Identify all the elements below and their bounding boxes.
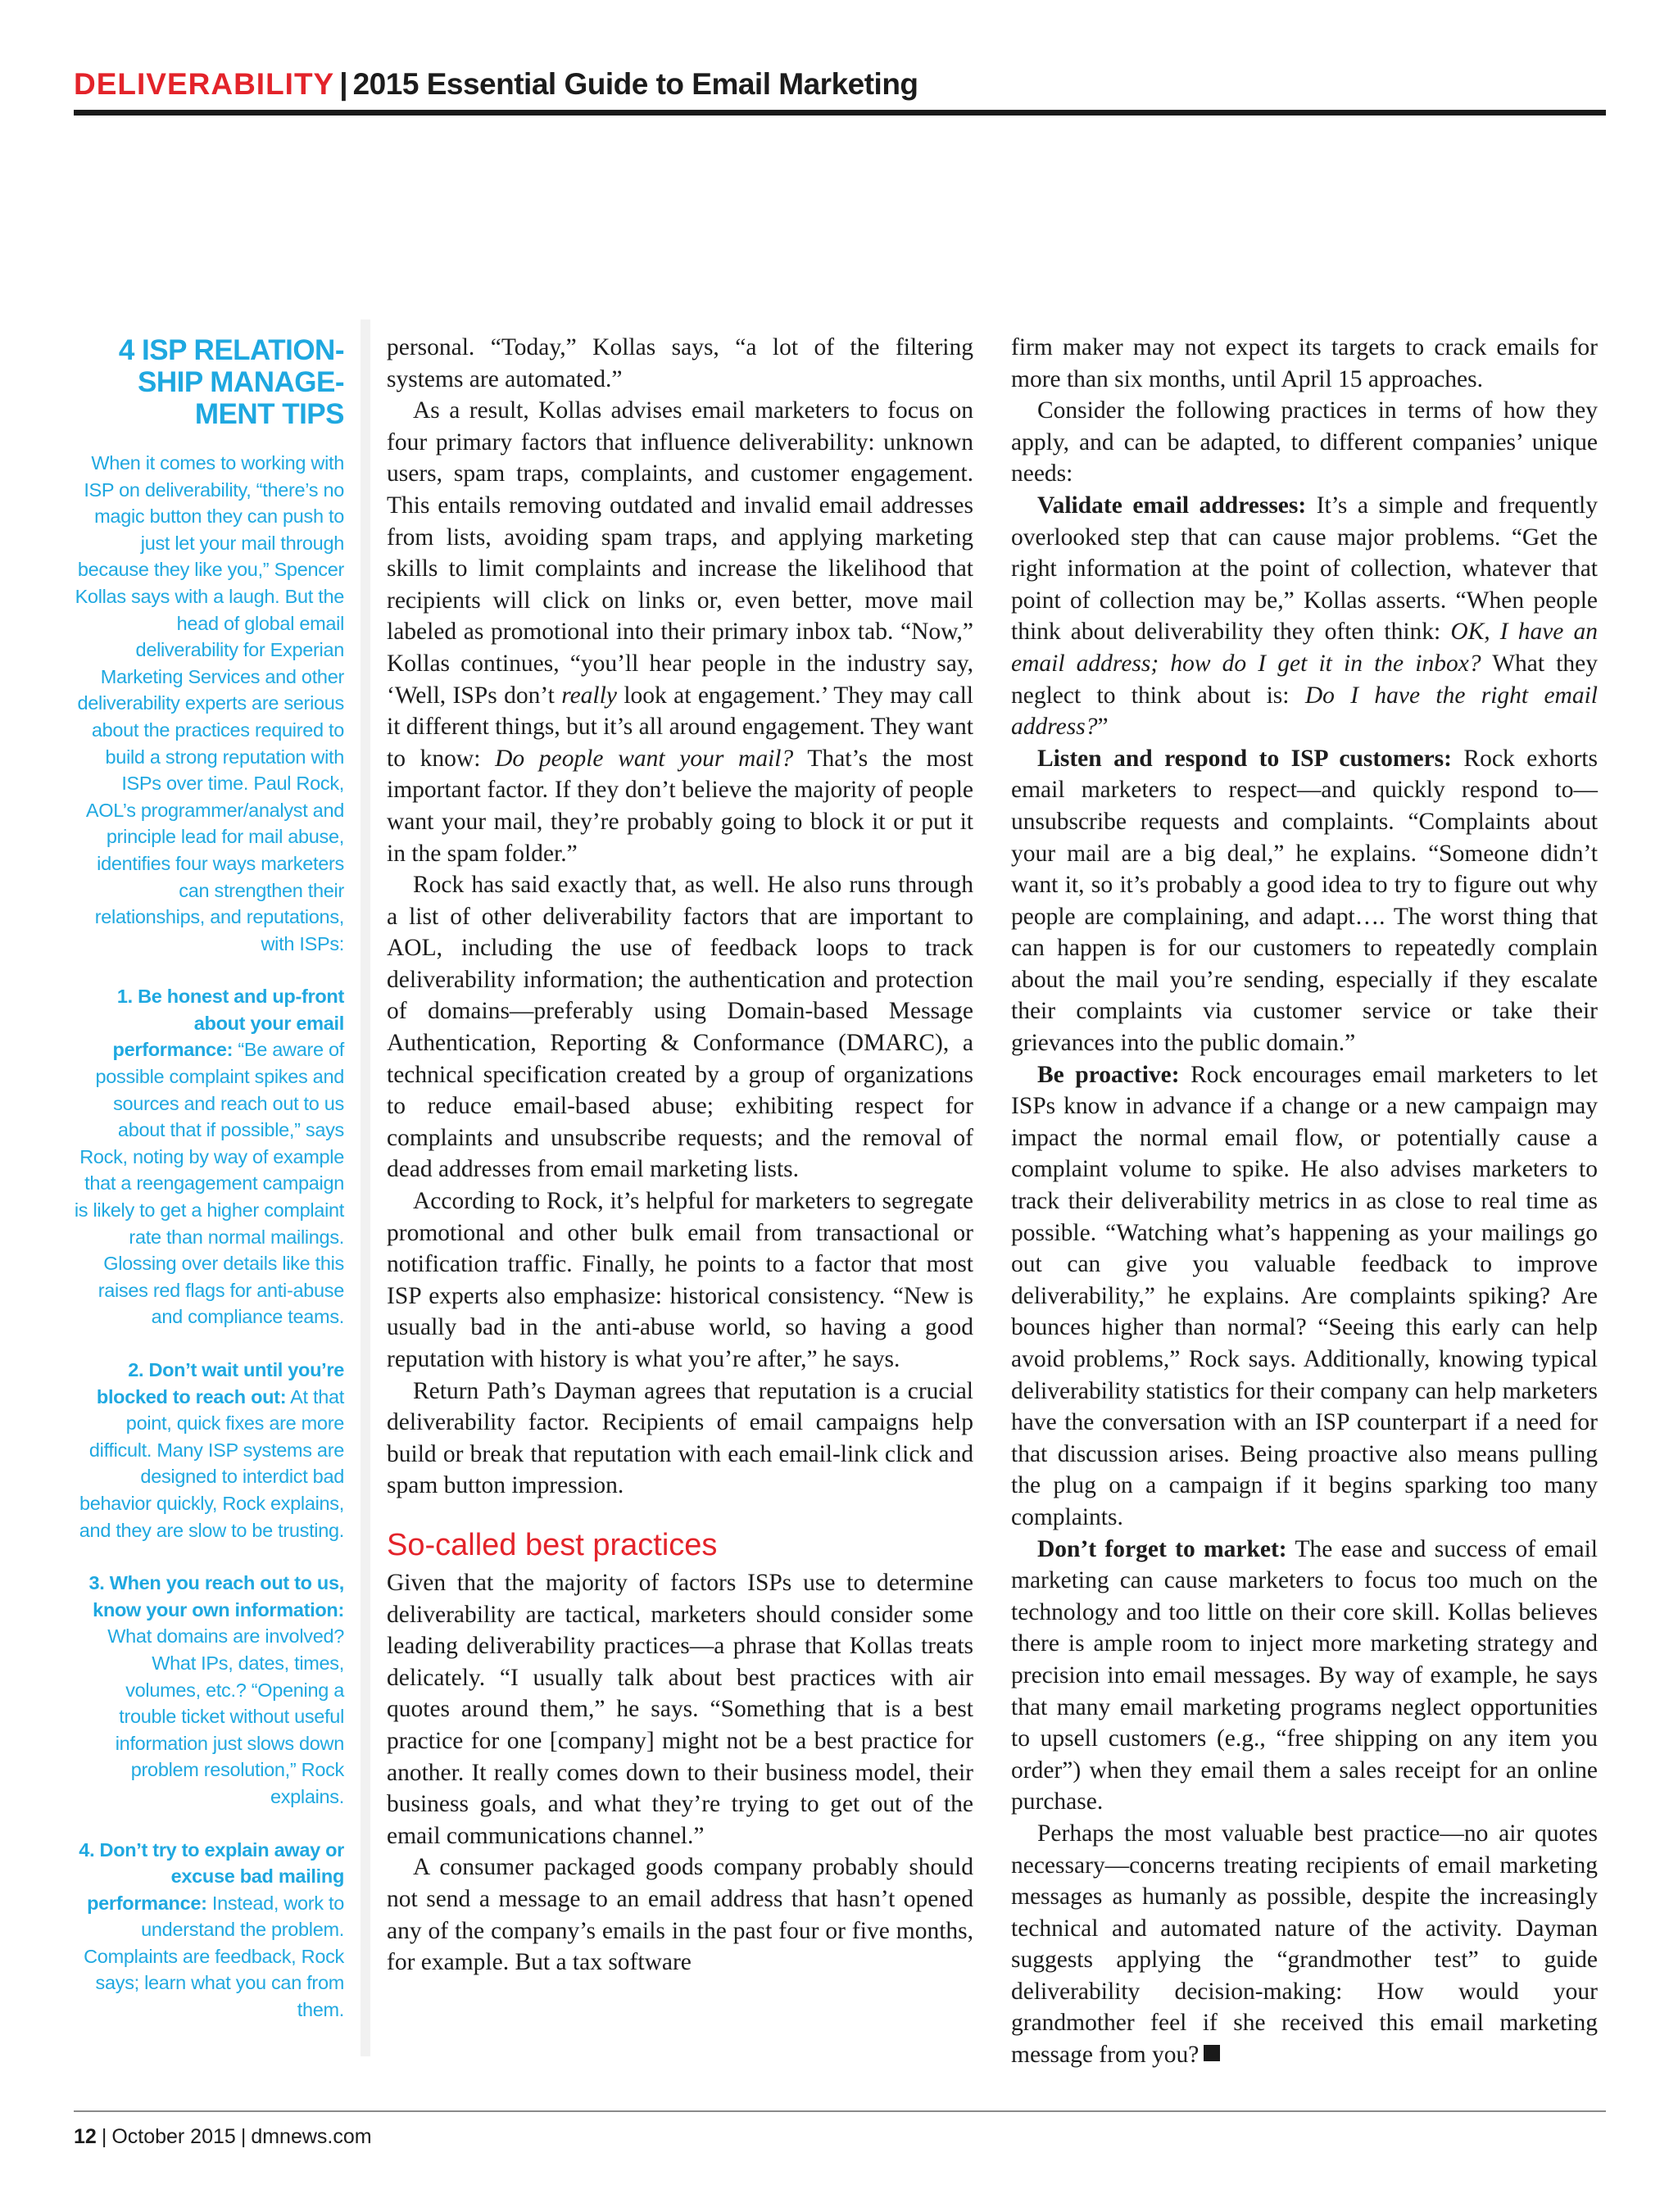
paragraph: Perhaps the most valuable best practice—no air quotes necessary—concerns treating recipients of email marketing messages as humanly as possible, despite the increasingly technical and automated nature of the activity. Dayman suggests applying the “grandmother test” to guide deliverability decision-making: How would your grandmother feel if she received this email marketing message from you? bbox=[1011, 1820, 1598, 2069]
page-header bbox=[74, 59, 1606, 110]
sidebar-intro: When it comes to working with ISP on deliverability, “there’s no magic button they can push to just let your mail through because they like you,” Spencer Kollas says with a laugh. But the head of global email deliverability for Experian Marketing Services and other deliverability experts are serious about the practices required to build a strong reputation with ISPs over time. Paul Rock, AOL’s programmer/analyst and principle lead for mail abuse, identifies four ways marketers can strengthen their relationships, and reputations, with ISPs: bbox=[75, 452, 344, 954]
page-number: 12 bbox=[74, 2125, 97, 2148]
sidebar-divider bbox=[361, 320, 370, 2056]
article-column-1 bbox=[387, 332, 973, 1979]
paragraph: Don’t forget to market: The ease and success of email marketing can cause marketers to focus too much on the technology and too little on their core skill. Kollas believes there is ample room to inject more marketing strategy and precision into email messages. By way of example, he says that many email marketing programs neglect opportunities to upsell customers (e.g., “free shipping on any item you order”) when they email them a sales receipt for an online purchase. bbox=[1011, 1535, 1598, 1815]
sidebar-title: 4 ISP RELATION-SHIP MANAGE-MENT TIPS bbox=[118, 334, 344, 430]
end-mark-icon bbox=[1204, 2045, 1220, 2061]
paragraph: Consider the following practices in terms of how they apply, and can be adapted, to different companies’ unique needs: bbox=[1011, 397, 1598, 487]
section-label: DELIVERABILITY bbox=[74, 67, 335, 101]
footer-rule bbox=[74, 2110, 1606, 2112]
tip-lead: 1. Be honest and up-front about your email performance: bbox=[112, 986, 344, 1061]
tip-lead: 4. Don’t try to explain away or excuse bad mailing performance: bbox=[79, 1838, 344, 1914]
paragraph: Validate email addresses: It’s a simple and frequently overlooked step that can cause major problems. “Get the right information at the point of collection, whatever that point of collection may be,” Kollas asserts. “When people think about deliverability they often think: OK, I have an email address; how do I get it in the inbox? What they neglect to think about is: Do I have the right email address?” bbox=[1011, 492, 1599, 741]
paragraph: Return Path’s Dayman agrees that reputation is a crucial deliverability factor. Recipients of email campaigns help build or break that reputation with each email-link click and spam button impression. bbox=[387, 1377, 973, 1499]
website: dmnews.com bbox=[251, 2125, 372, 2148]
section-subheading: So-called best practices bbox=[387, 1527, 718, 1562]
paragraph: Be proactive: Rock encourages email marketers to let ISPs know in advance if a change or a new campaign may impact the normal email flow, or potentially cause a complaint volume to spike. He also advises marketers to track their deliverability metrics in as close to real time as possible. “Watching what’s happening as your mailings go out can give you valuable feedback to improve deliverability,” he explains. Are complaints spiking? Are bounces higher than normal? “Seeing this early can help avoid problems,” Rock says. Additionally, knowing typical deliverability statistics for their company can help marketers have the conversation with an ISP counterpart if a need for that discussion arises. Being proactive also means pulling the plug on a campaign if it begins sparking too many complaints. bbox=[1011, 1061, 1598, 1530]
tip-4 bbox=[74, 1837, 344, 2024]
tip-lead: 3. When you reach out to us, know your own information: bbox=[88, 1572, 344, 1620]
paragraph: Given that the majority of factors ISPs use to determine deliverability are tactical, marketers should consider some leading deliverability practices—a phrase that Kollas treats delicately. “I usually talk about best practices with air quotes around them,” he says. “Something that is a best practice for one [company] might not be a best practice for another. It really comes down to their business model, their business goals, and what they’re trying to get out of the email communications channel.” bbox=[387, 1569, 973, 1849]
tips-sidebar bbox=[74, 334, 344, 2050]
tip-lead: 2. Don’t wait until you’re blocked to reach out: bbox=[96, 1359, 344, 1407]
article-column-2 bbox=[1011, 332, 1598, 2071]
issue-date: October 2015 bbox=[111, 2125, 236, 2148]
tip-text: “Be aware of possible complaint spikes and sources and reach out to us about that if possible,” says Rock, noting by way of example that a reengagement campaign is likely to get a higher complaint rate than normal mailings. Glossing over details like this raises red flags for anti-abuse and compliance teams. bbox=[74, 1039, 344, 1328]
tip-text: Instead, work to understand the problem. Complaints are feedback, Rock says; learn what you can from them. bbox=[84, 1892, 344, 2021]
paragraph: A consumer packaged goods company probably should not send a message to an email address that hasn’t opened any of the company’s emails in the past four or five months, for example. But a tax software bbox=[387, 1854, 973, 1976]
header-rule bbox=[74, 110, 1606, 116]
page-footer: 12 | October 2015 | dmnews.com bbox=[74, 2125, 372, 2148]
tip-text: At that point, quick fixes are more difficult. Many ISP systems are designed to interdict bad behavior quickly, Rock explains, and they are slow to be trusting. bbox=[79, 1385, 344, 1541]
tip-2 bbox=[74, 1357, 344, 1543]
paragraph: firm maker may not expect its targets to crack emails for more than six months, until April 15 approaches. bbox=[1011, 334, 1598, 392]
paragraph: personal. “Today,” Kollas says, “a lot of the filtering systems are automated.” bbox=[387, 334, 973, 392]
paragraph: Rock has said exactly that, as well. He also runs through a list of other deliverability factors that are important to AOL, including the use of feedback loops to track deliverability information; the authentication and protection of domains—preferably using Domain-based Message Authentication, Reporting & Conformance (DMARC), a technical specification created by a group of organizations to reduce email-based abuse; exhibiting respect for complaints and unsubscribe requests; and the removal of dead addresses from email marketing lists. bbox=[387, 872, 973, 1183]
tip-text: What domains are involved? What IPs, dates, times, volumes, etc.? “Opening a trouble ticket without useful information just slows down problem resolution,” Rock explains. bbox=[107, 1625, 344, 1807]
paragraph: According to Rock, it’s helpful for marketers to segregate promotional and other bulk email from transactional or notification traffic. Finally, he points to a factor that most ISP experts also emphasize: historical consistency. “New is usually bad in the anti-abuse world, so having a good reputation with history is what you’re after,” he says. bbox=[387, 1188, 973, 1372]
tip-1 bbox=[74, 983, 344, 1330]
tip-3 bbox=[74, 1570, 344, 1810]
paragraph: As a result, Kollas advises email marketers to focus on four primary factors that influence deliverability: unknown users, spam traps, complaints, and customer engagement. This entails removing outdated and invalid email addresses from lists, avoiding spam traps, and applying marketing skills to limit complaints and increase the likelihood that recipients will click on links or, even better, move mail labeled as promotional into their primary inbox tab. “Now,” Kollas continues, “you’ll hear people in the industry say, ‘Well, ISPs don’t really look at engagement.’ They may call it different things, but it’s all around engagement. They want to know: Do people want your mail? That’s the most important factor. If they don’t believe the majority of people want your mail, they’re probably going to block it or put it in the spam folder.” bbox=[387, 397, 973, 867]
header-separator: | bbox=[339, 67, 348, 101]
paragraph: Listen and respond to ISP customers: Rock exhorts email marketers to respect—and quickly respond to—unsubscribe requests and complaints. “Complaints about your mail are a big deal,” he explains. “Someone didn’t want it, so it’s probably a good idea to try to figure out why people are complaining, and adapt…. The worst thing that can happen is for our customers to repeatedly complain about the mail you’re sending, especially if they escalate their complaints via customer service or take their grievances into the public domain.” bbox=[1011, 745, 1598, 1057]
publication-title: 2015 Essential Guide to Email Marketing bbox=[352, 67, 918, 101]
